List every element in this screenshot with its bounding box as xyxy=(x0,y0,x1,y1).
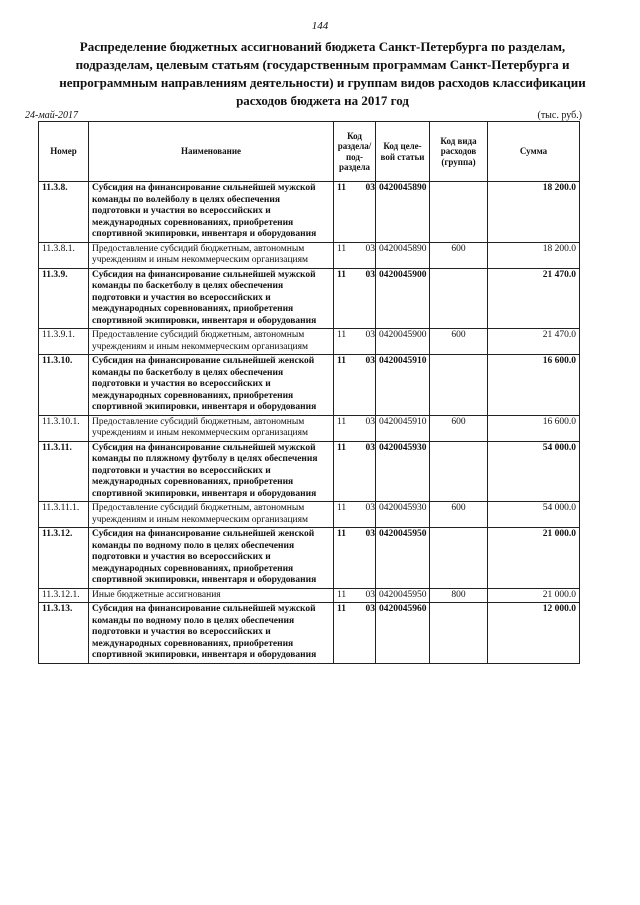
table-row xyxy=(39,355,580,416)
subsection-code: 03 xyxy=(365,269,375,280)
row-section xyxy=(334,588,376,603)
header-expense-type: Код вида расходов (группа) xyxy=(430,122,488,182)
row-name: Субсидия на финансирование сильнейшей мужской команды по пляжному футболу в целях обеспечения подготовки и участия во всероссийских и международных соревнованиях, приобретения спортивной экипировки, инвентаря и оборудования xyxy=(89,441,334,502)
row-target: 0420045890 xyxy=(376,242,430,268)
table-row xyxy=(39,182,580,243)
subsection-code: 03 xyxy=(365,589,375,600)
row-expense-type: 600 xyxy=(430,502,488,528)
document-date: 24-май-2017 xyxy=(25,110,79,121)
header-amount: Сумма xyxy=(488,122,580,182)
subsection-code: 03 xyxy=(365,356,375,366)
section-code: 11 xyxy=(337,604,346,614)
table-row xyxy=(39,415,580,441)
header-name: Наименование xyxy=(89,122,334,182)
row-amount: 21 000.0 xyxy=(488,588,580,603)
section-code: 11 xyxy=(337,243,347,254)
row-number: 11.3.11. xyxy=(39,441,89,502)
row-target: 0420045930 xyxy=(376,441,430,502)
table-header-row xyxy=(39,122,580,182)
row-target: 0420045900 xyxy=(376,268,430,329)
section-code: 11 xyxy=(337,416,347,427)
document-title: Распределение бюджетных ассигнований бюджета Санкт-Петербурга по разделам, подразделам, целевым статьям (государственным программам Санкт-Петербурга и непрограммным направлениям деятельности) и группам видов расходов классификации расходов бюджета на 2017 год xyxy=(59,39,586,108)
row-amount: 16 600.0 xyxy=(488,355,580,416)
row-expense-type xyxy=(430,528,488,589)
row-number: 11.3.12.1. xyxy=(39,588,89,603)
row-name: Субсидия на финансирование сильнейшей женской команды по водному поло в целях обеспечения подготовки и участия во всероссийских и международных соревнованиях, приобретения спортивной экипировки, инвентаря и оборудования xyxy=(89,528,334,589)
row-name: Предоставление субсидий бюджетным, автономным учреждениям и иным некоммерческим организациям xyxy=(89,329,334,355)
units-label: (тыс. руб.) xyxy=(537,110,582,121)
row-number: 11.3.11.1. xyxy=(39,502,89,528)
row-name: Предоставление субсидий бюджетным, автономным учреждениям и иным некоммерческим организациям xyxy=(89,415,334,441)
subsection-code: 03 xyxy=(365,442,375,453)
row-name: Субсидия на финансирование сильнейшей женской команды по баскетболу в целях обеспечения подготовки и участия во всероссийских и международных соревнованиях, приобретения спортивной экипировки, инвентаря и оборудования xyxy=(89,355,334,416)
row-target: 0420045910 xyxy=(376,355,430,416)
table-row xyxy=(39,441,580,502)
row-amount: 21 470.0 xyxy=(488,329,580,355)
table-row xyxy=(39,588,580,603)
row-amount: 18 200.0 xyxy=(488,242,580,268)
row-target: 0420045890 xyxy=(376,182,430,243)
row-amount: 54 000.0 xyxy=(488,502,580,528)
row-expense-type xyxy=(430,182,488,243)
section-code: 11 xyxy=(337,183,346,193)
table-row xyxy=(39,242,580,268)
header-target: Код целе-вой статьи xyxy=(376,122,430,182)
row-target: 0420045930 xyxy=(376,502,430,528)
subsection-code: 03 xyxy=(365,243,375,254)
row-number: 11.3.12. xyxy=(39,528,89,589)
row-amount: 16 600.0 xyxy=(488,415,580,441)
row-section xyxy=(334,502,376,528)
row-amount: 21 470.0 xyxy=(488,268,580,329)
row-number: 11.3.9. xyxy=(39,268,89,329)
row-amount: 12 000.0 xyxy=(488,603,580,664)
table-row xyxy=(39,528,580,589)
row-amount: 18 200.0 xyxy=(488,182,580,243)
row-name: Иные бюджетные ассигнования xyxy=(89,588,334,603)
row-expense-type: 600 xyxy=(430,415,488,441)
table-row xyxy=(39,329,580,355)
row-name: Предоставление субсидий бюджетным, автономным учреждениям и иным некоммерческим организациям xyxy=(89,502,334,528)
subsection-code: 03 xyxy=(365,529,375,539)
section-code: 11 xyxy=(337,529,346,539)
section-code: 11 xyxy=(337,442,346,453)
row-section xyxy=(334,329,376,355)
budget-table xyxy=(38,121,580,664)
row-expense-type xyxy=(430,268,488,329)
row-number: 11.3.8. xyxy=(39,182,89,243)
row-section xyxy=(334,268,376,329)
subsection-code: 03 xyxy=(365,503,375,513)
subsection-code: 03 xyxy=(365,183,375,193)
subsection-code: 03 xyxy=(365,416,375,427)
row-number: 11.3.8.1. xyxy=(39,242,89,268)
table-row xyxy=(39,502,580,528)
table-row xyxy=(39,268,580,329)
row-section xyxy=(334,182,376,243)
row-expense-type xyxy=(430,355,488,416)
header-section: Код раздела/ под-раздела xyxy=(334,122,376,182)
row-section xyxy=(334,355,376,416)
row-section xyxy=(334,242,376,268)
row-section xyxy=(334,415,376,441)
row-name: Субсидия на финансирование сильнейшей мужской команды по баскетболу в целях обеспечения подготовки и участия во всероссийских и международных соревнованиях, приобретения спортивной экипировки, инвентаря и оборудования xyxy=(89,268,334,329)
row-expense-type: 600 xyxy=(430,329,488,355)
section-code: 11 xyxy=(337,330,347,340)
row-number: 11.3.9.1. xyxy=(39,329,89,355)
row-amount: 54 000.0 xyxy=(488,441,580,502)
section-code: 11 xyxy=(337,503,347,513)
section-code: 11 xyxy=(337,589,347,600)
subsection-code: 03 xyxy=(365,604,375,614)
row-expense-type xyxy=(430,441,488,502)
subsection-code: 03 xyxy=(365,330,375,340)
section-code: 11 xyxy=(337,269,346,280)
row-number: 11.3.10.1. xyxy=(39,415,89,441)
row-target: 0420045960 xyxy=(376,603,430,664)
row-name: Субсидия на финансирование сильнейшей мужской команды по водному поло в целях обеспечения подготовки и участия во всероссийских и международных соревнованиях, приобретения спортивной экипировки, инвентаря и оборудования xyxy=(89,603,334,664)
row-target: 0420045900 xyxy=(376,329,430,355)
row-expense-type: 600 xyxy=(430,242,488,268)
row-expense-type xyxy=(430,603,488,664)
page-number: 144 xyxy=(311,20,329,32)
row-number: 11.3.13. xyxy=(39,603,89,664)
row-section xyxy=(334,528,376,589)
row-name: Предоставление субсидий бюджетным, автономным учреждениям и иным некоммерческим организациям xyxy=(89,242,334,268)
row-target: 0420045910 xyxy=(376,415,430,441)
row-target: 0420045950 xyxy=(376,528,430,589)
row-section xyxy=(334,441,376,502)
row-amount: 21 000.0 xyxy=(488,528,580,589)
row-name: Субсидия на финансирование сильнейшей мужской команды по волейболу в целях обеспечения подготовки и участия во всероссийских и международных соревнованиях, приобретения спортивной экипировки, инвентаря и оборудования xyxy=(89,182,334,243)
row-target: 0420045950 xyxy=(376,588,430,603)
row-number: 11.3.10. xyxy=(39,355,89,416)
table-row xyxy=(39,603,580,664)
row-expense-type: 800 xyxy=(430,588,488,603)
row-section xyxy=(334,603,376,664)
section-code: 11 xyxy=(337,356,346,366)
header-number: Номер xyxy=(39,122,89,182)
